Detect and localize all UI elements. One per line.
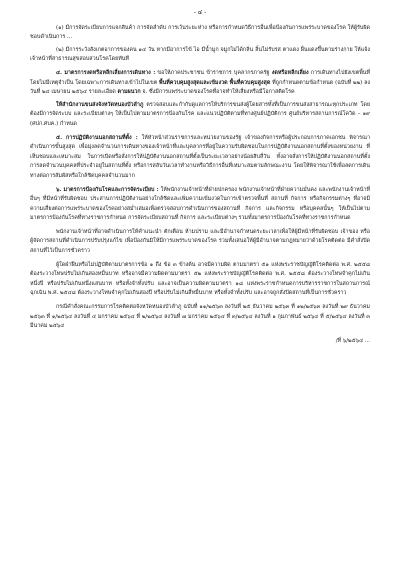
paragraph-work-from-home: ๕. การปฏิบัติงานนอกสถานที่ตั้ง : ให้หัวหน้าส่วนราชการและหน่วยงานของรัฐ เจ้าของกิจการหรือผู้ประกอบการภาคเอกชน พิจารณาดำเนินการขั้นสูงสุด เพื่อมุ่งลดจำนวนการเดินทางของเจ้าหน้าที่และบุคลากรที่อยู่ในความรับผิดชอบในการปฏิบัติงานนอกสถานที่ตั้งของหน่วยงาน ที่เห็นชอบและเหมาะสม ในการเปิดหรือสั่งการให้ปฏิบัติงานนอกสถานที่ตั้งเป็นระยะเวลาอย่างน้อยสิบสี่วัน ทั้งอาจสั่งการให้ปฏิบัติงานนอกสถานที่ตั้ง การลดจำนวนบุคคลที่ประจำอยู่ในสถานที่ตั้ง หรือการสลับวันเวลาทำงานหรือวิธีการอื่นที่เหมาะสมตามลักษณะงาน โดยให้พิจารณาใช้เพื่อลดการเดินทางต่อการสัมผัสหรือใกล้ชิดบุคคลจำนวนมาก [30, 134, 370, 179]
paragraph-previous-orders: กรณีคำสั่งคณะกรรมการโรคติดต่อจังหวัดหนองบัวลำภู ฉบับที่ ๑๑/๒๕๖๓ ลงวันที่ ๒๕ ธันวาคม ๒๕๖๓ ที่ ๑๒/๒๕๖๓ ลงวันที่ ๒๙ ธันวาคม ๒๕๖๓ ที่ ๑/๒๕๖๔ ลงวันที่ ๔ มกราคม ๒๕๖๔ ที่ ๒/๒๕๖๔ ลงวันที่ ๗ มกราคม ๒๕๖๔ ที่ ๓/๒๕๖๔ ลงวันที่ ๑ กุมภาพันธ์ ๒๕๖๔ ที่ ๕/๒๕๖๔ ลงวันที่ ๓ มีนาคม ๒๕๖๔ [30, 304, 370, 330]
paragraph-transport-office: ให้สำนักงานขนส่งจังหวัดหนองบัวลำภู ตรวจสอบและกำกับดูแลการให้บริการขนส่งผู้โดยสารทั้งที่เป็นการขนส่งสาธารณะทุกประเภท โดยต้องมีการจัดระบบ และระเบียบต่างๆ ให้เป็นไปตามมาตรการป้องกันโรค และแนวปฏิบัติตามที่ทางศูนย์ปฏิบัติการ ศูนย์บริหารสถานการณ์โควิด – ๑๙ (ศปก.ศบค.) กำหนด [30, 101, 370, 127]
page-number: - ๔ - [193, 9, 207, 16]
paragraph-2: (๒) มีการระวังสังเกตอาการของคน ๑๔ วัน หากมีอาการไข้ ไอ มีน้ำมูก จมูกไม่ได้กลิ่น ลิ้นไม่รับรส ตาแดง ผื่นแดงขึ้นตามร่างกาย ให้แจ้งเจ้าหน้าที่สาธารณสุขสอบสวนโรคโดยทันที [30, 46, 370, 63]
paragraph-travel-measure: ๔. มาตรการงดหรือหลีกเลี่ยงการเดินทาง : ขอให้ภาคประชาชน ข้าราชการ บุคลากรภาครัฐ งดหรือหลีกเลี่ยง การเดินทางไปยังเขตพื้นที่โดยไม่มีเหตุจำเป็น โดยเฉพาะการเดินทางเข้าไปในเขต พื้นที่ควบคุมสูงสุดและเข้มงวด พื้นที่ควบคุมสูงสุด ที่ถูกกำหนดตามข้อกำหนด (ฉบับที่ ๒๒) ลงวันที่ ๒๔ เมษายน ๒๕๖๔ รายละเอียด ตามผนวก จ. ซึ่งมีการแพร่ระบาดของโรคที่อาจทำให้เสี่ยงหรือมีโอกาสติดโรค [30, 69, 370, 96]
paragraph-officer-authority: พนักงานเจ้าหน้าที่อาจดำเนินการให้คำแนะนำ ตักเตือน ห้ามปราม และมีอำนาจกำหนดระยะเวลาเพื่อให้ผู้มีหน้าที่รับผิดชอบ เจ้าของ หรือผู้จัดการสถานที่ดำเนินการปรับปรุงแก้ไข เพื่อป้องกันมิให้มีการแพร่ระบาดของโรค รวมทั้งเสนอให้ผู้มีอำนาจตามกฎหมายว่าด้วยโรคติดต่อ มีคำสั่งปิดสถานที่ไว้เป็นการชั่วคราว [30, 228, 370, 255]
paragraph-penalties: ผู้ใดฝ่าฝืนหรือไม่ปฏิบัติตามมาตรการข้อ ๑ ถึง ข้อ ๓ ข้างต้น อาจมีความผิด ตามมาตรา ๕๑ แห่งพระราชบัญญัติโรคติดต่อ พ.ศ. ๒๕๕๘ ต้องระวางโทษปรับไม่เกินสองหมื่นบาท หรืออาจมีความผิดตามมาตรา ๕๒ แห่งพระราชบัญญัติโรคติดต่อ พ.ศ. ๒๕๕๘ ต้องระวางโทษจำคุกไม่เกินหนึ่งปี หรือปรับไม่เกินหนึ่งแสนบาท หรือทั้งจำทั้งปรับ และอาจเป็นความผิดตามมาตรา ๑๘ แห่งพระราชกำหนดการบริหารราชการในสถานการณ์ฉุกเฉิน พ.ศ. ๒๕๔๘ ต้องระวางโทษจำคุกไม่เกินสองปี หรือปรับไม่เกินสี่หมื่นบาท หรือทั้งจำทั้งปรับ และอาจถูกสั่งปิดสถานที่เป็นการชั่วคราว [30, 261, 370, 297]
paragraph-disease-prevention: ๖. มาตรการป้องกันโรคและการจัดระเบียบ : ให้พนักงานเจ้าหน้าที่ฝ่ายปกครอง พนักงานเจ้าหน้าที่ฝ่ายความมั่นคง และพนักงานเจ้าหน้าที่อื่นๆ ที่มีหน้าที่รับผิดชอบ ประสานการปฏิบัติงานอย่างใกล้ชิดและเพิ่มความเข้มงวดในการเข้าตรวจพื้นที่ สถานที่ กิจการ หรือกิจกรรมต่างๆ ที่อาจมีความเสี่ยงต่อการแพร่ระบาดของโรคอย่างสม่ำเสมอเพื่อตรวจสอบการดำเนินการของสถานที่ กิจการ และกิจกรรม หรือบุคคลนั้นๆ ให้เป็นไปตามมาตรการป้องกันโรคที่ทางราชการกำหนด การจัดระเบียบสถานที่ กิจการ และระเบียบต่างๆ รวมทั้งมาตรการป้องกันโรคที่ทางราชการกำหนด [30, 186, 370, 222]
paragraph-1: (๑) มีการจัดระเบียบการแจกสินค้า การจัดลำดับ การเว้นระยะห่าง หรือการกำหนดวิธีการอื่นเพื่อป้องกันการแพร่ระบาดของโรค ให้ผู้รับผิดชอบดำเนินการ ... [30, 24, 370, 41]
continuation-footer: /ที่ ๖/๒๕๖๔ ... [335, 337, 370, 344]
